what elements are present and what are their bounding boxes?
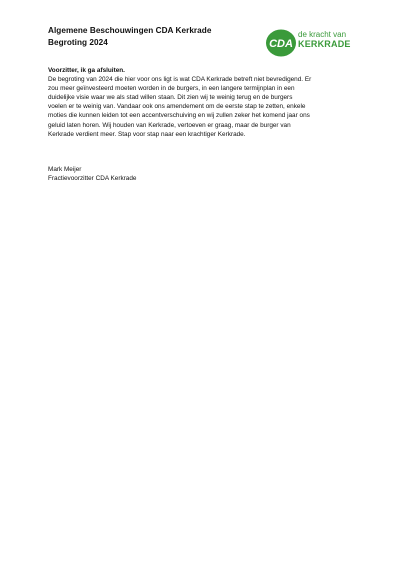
signatory-role: Fractievoorzitter CDA Kerkrade [48,175,137,183]
title-line-1: Algemene Beschouwingen CDA Kerkrade [48,26,212,35]
cda-logo-mark [266,29,298,57]
signatory-name: Mark Meijer [48,166,82,173]
body-line: zou meer geïnvesteerd moeten worden in de burgers, in een langere termijnplan in een [48,85,295,93]
body-text [48,66,368,139]
body-line: Kerkrade verdient meer. Stap voor stap naar een krachtiger Kerkrade. [48,130,246,138]
logo-city: KERKRADE [298,39,351,49]
body-line: duidelijke visie waar we als stad willen staan. Dit zien wij te weinig terug en de burgers [48,94,293,102]
paragraph-heading: Voorzitter, ik ga afsluiten. [48,67,125,74]
logo-mark-text: CDA [269,38,293,50]
logo-wordmark [298,29,358,50]
signature-block [48,165,136,183]
logo-tagline: de kracht van [298,30,347,39]
body-line: geluid laten horen. Wij houden van Kerkrade, vertoeven er graag, maar de burger van [48,121,291,129]
body-line: De begroting van 2024 die hier voor ons ligt is wat CDA Kerkrade betreft niet bevredigend. Er [48,76,312,84]
body-line: voelen er te weinig van. Vandaar ook ons amendement om de eerste stap te zetten, enkele [48,103,306,111]
document-title [48,25,211,49]
cda-kerkrade-logo [266,29,356,57]
title-line-2: Begroting 2024 [48,38,108,47]
body-line: moties die kunnen leiden tot een accentverschuiving en wij zullen zeker het komend jaar ons [48,112,310,120]
